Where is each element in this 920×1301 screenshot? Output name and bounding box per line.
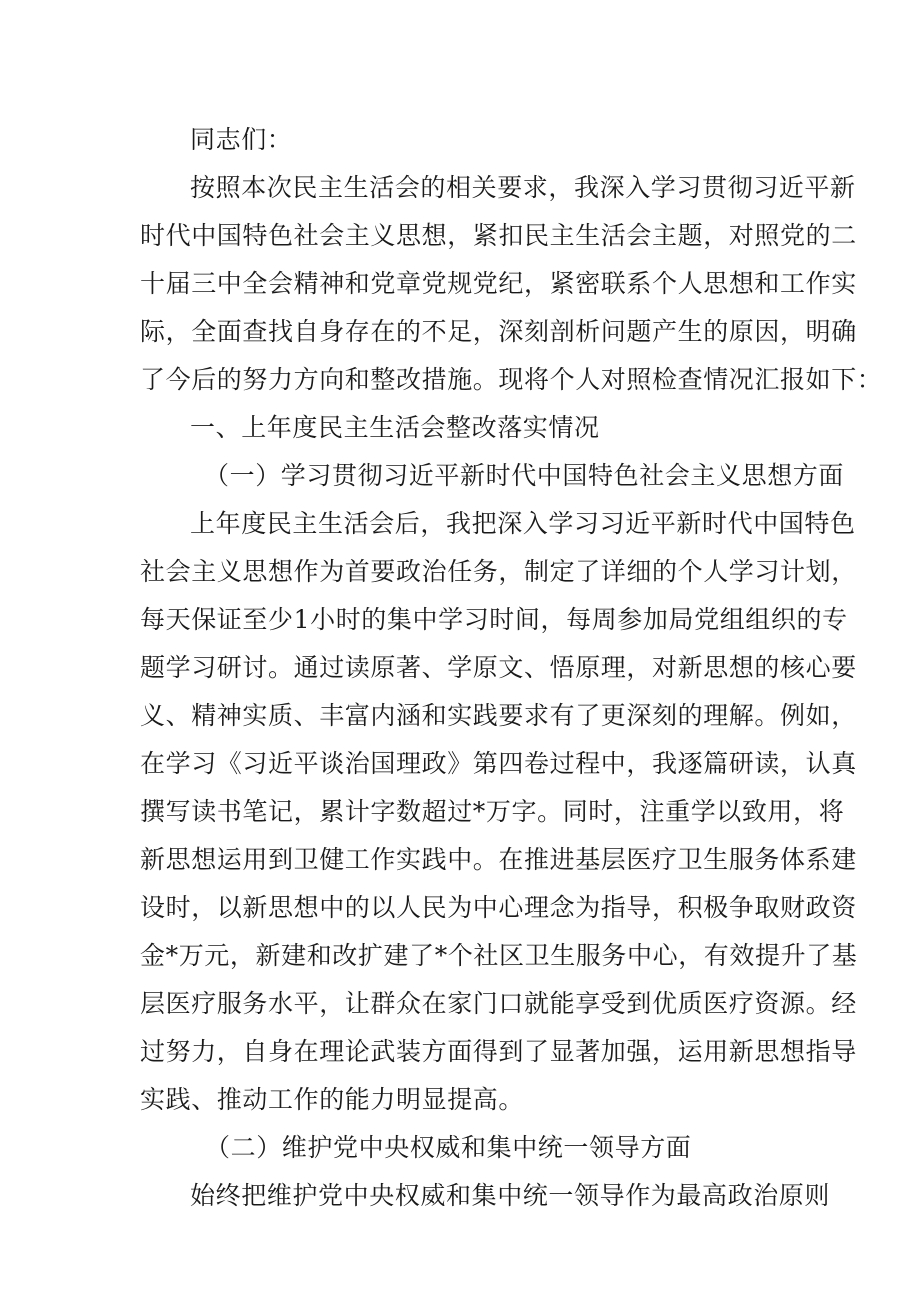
- sub1-line-13: 实践、推动工作的能力明显提高。: [140, 1085, 525, 1114]
- sub2-line-1: 始终把维护党中央权威和集中统一领导作为最高政治原则: [190, 1181, 831, 1210]
- sub1-line-2: 社会主义思想作为首要政治任务，制定了详细的个人学习计划，: [140, 557, 857, 586]
- intro-line-2: 时代中国特色社会主义思想，紧扣民主生活会主题，对照党的二: [140, 221, 857, 250]
- sub1-line-8: 新思想运用到卫健工作实践中。在推进基层医疗卫生服务体系建: [140, 845, 857, 874]
- section-1-heading: 一、上年度民主生活会整改落实情况: [190, 413, 600, 442]
- intro-line-4: 际，全面查找自身存在的不足，深刻剖析问题产生的原因，明确: [140, 317, 857, 346]
- sub1-line-1: 上年度民主生活会后，我把深入学习习近平新时代中国特色: [190, 509, 856, 538]
- sub1-line-5: 义、精神实质、丰富内涵和实践要求有了更深刻的理解。例如，: [140, 701, 857, 730]
- subsection-1-heading: （一）学习贯彻习近平新时代中国特色社会主义思想方面: [204, 461, 845, 490]
- intro-line-3: 十届三中全会精神和党章党规党纪，紧密联系个人思想和工作实: [140, 269, 857, 298]
- intro-line-1: 按照本次民主生活会的相关要求，我深入学习贯彻习近平新: [190, 173, 856, 202]
- sub1-line-3: 每天保证至少1小时的集中学习时间，每周参加局党组组织的专: [140, 605, 848, 634]
- sub1-line-9: 设时，以新思想中的以人民为中心理念为指导，积极争取财政资: [140, 893, 857, 922]
- sub1-line-6: 在学习《习近平谈治国理政》第四卷过程中，我逐篇研读，认真: [140, 749, 857, 778]
- intro-line-5: 了今后的努力方向和整改措施。现将个人对照检查情况汇报如下：: [140, 365, 883, 394]
- sub1-line-4: 题学习研讨。通过读原著、学原文、悟原理，对新思想的核心要: [140, 653, 857, 682]
- sub1-line-12: 过努力，自身在理论武装方面得到了显著加强，运用新思想指导: [140, 1037, 857, 1066]
- subsection-2-heading: （二）维护党中央权威和集中统一领导方面: [205, 1133, 692, 1162]
- sub1-line-7: 撰写读书笔记，累计字数超过*万字。同时，注重学以致用，将: [140, 797, 845, 826]
- sub1-line-11: 层医疗服务水平，让群众在家门口就能享受到优质医疗资源。经: [140, 989, 857, 1018]
- sub1-line-10: 金*万元，新建和改扩建了*个社区卫生服务中心，有效提升了基: [140, 941, 858, 970]
- greeting: 同志们：: [190, 125, 293, 154]
